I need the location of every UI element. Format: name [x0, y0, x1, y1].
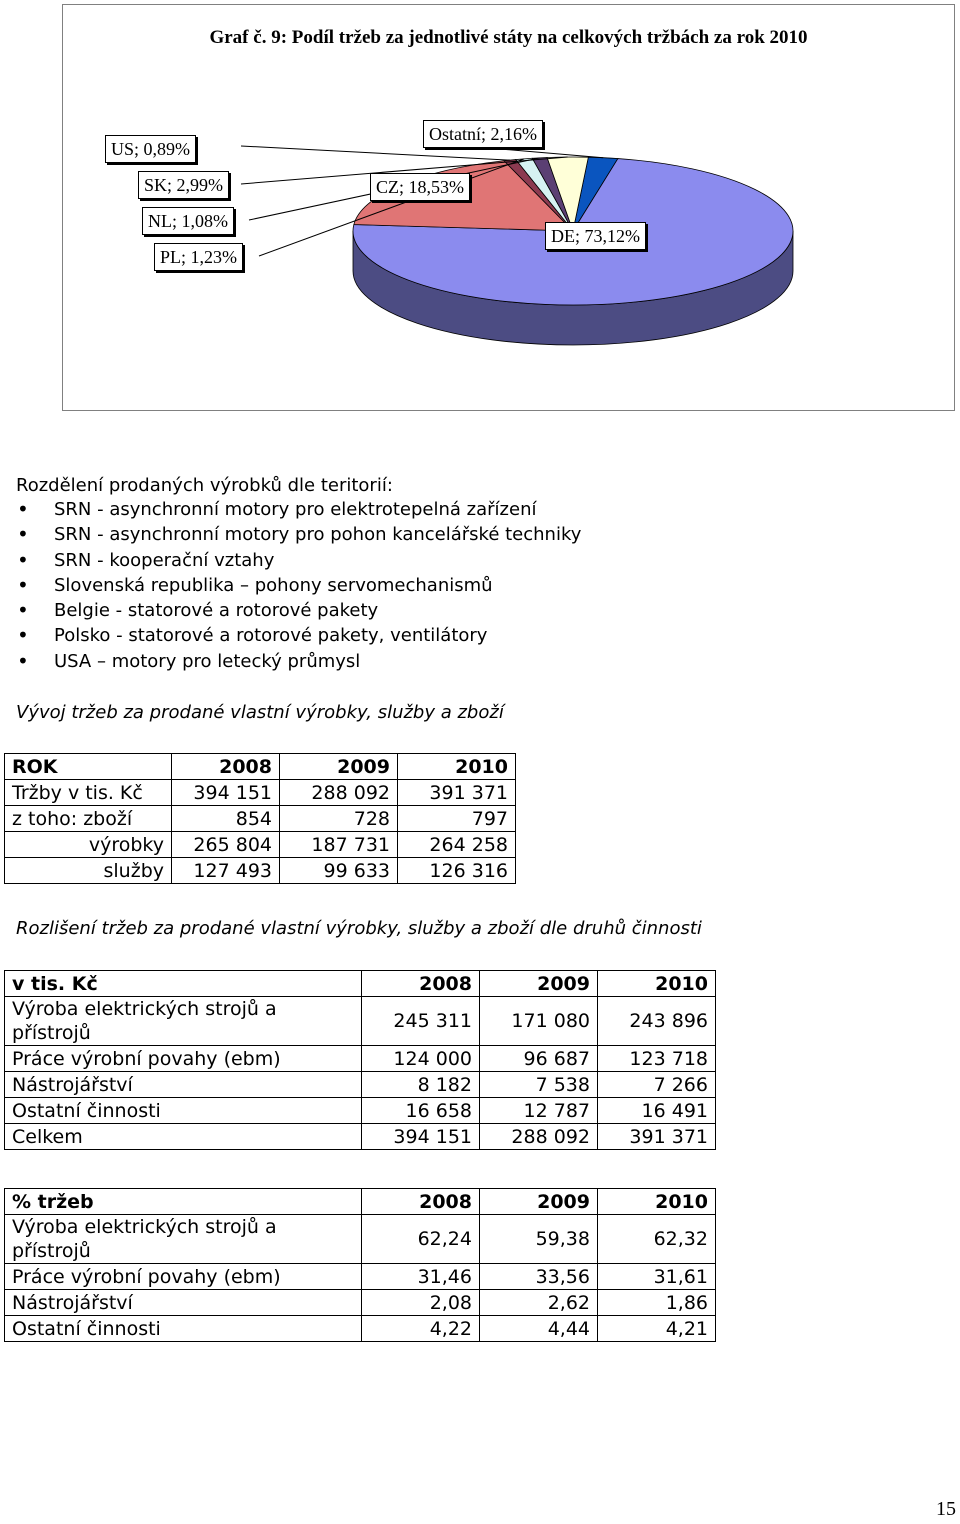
slice-label-nl: NL; 1,08%	[142, 207, 234, 235]
header-cell: 2008	[362, 1189, 480, 1215]
header-cell: v tis. Kč	[5, 971, 362, 997]
cell: 288 092	[280, 780, 398, 806]
row-label: Práce výrobní povahy (ebm)	[5, 1046, 362, 1072]
cell: 62,32	[598, 1215, 716, 1264]
cell: 7 266	[598, 1072, 716, 1098]
cell: 187 731	[280, 832, 398, 858]
table-row	[5, 1098, 716, 1124]
row-label: Ostatní činnosti	[5, 1098, 362, 1124]
cell: 2,62	[480, 1290, 598, 1316]
activity-table	[4, 970, 716, 1150]
table-header-row	[5, 754, 516, 780]
cell: 391 371	[598, 1124, 716, 1150]
header-cell: 2010	[398, 754, 516, 780]
row-label: Tržby v tis. Kč	[5, 780, 172, 806]
header-cell: 2009	[280, 754, 398, 780]
leader-line-us	[241, 146, 510, 160]
table-row	[5, 1046, 716, 1072]
chart-title: Graf č. 9: Podíl tržeb za jednotlivé státy na celkových tržbách za rok 2010	[209, 27, 808, 48]
row-label: Práce výrobní povahy (ebm)	[5, 1264, 362, 1290]
table-row	[5, 1072, 716, 1098]
slice-label-us: US; 0,89%	[105, 135, 196, 163]
slice-label-ostatni: Ostatní; 2,16%	[423, 120, 543, 148]
cell: 127 493	[172, 858, 280, 884]
header-cell: % tržeb	[5, 1189, 362, 1215]
table-row	[5, 1290, 716, 1316]
row-label: Nástrojářství	[5, 1290, 362, 1316]
cell: 4,22	[362, 1316, 480, 1342]
cell: 126 316	[398, 858, 516, 884]
table-row	[5, 1316, 716, 1342]
table-header-row	[5, 971, 716, 997]
header-cell: 2009	[480, 971, 598, 997]
table2-caption: Rozlišení tržeb za prodané vlastní výrobky, služby a zboží dle druhů činnosti	[16, 918, 702, 939]
header-cell: 2010	[598, 1189, 716, 1215]
slice-label-cz: CZ; 18,53%	[370, 173, 470, 201]
table-row	[5, 780, 516, 806]
header-cell: 2008	[362, 971, 480, 997]
cell: 12 787	[480, 1098, 598, 1124]
list-item: • SRN - kooperační vztahy	[16, 548, 581, 573]
table-row	[5, 832, 516, 858]
header-cell: ROK	[5, 754, 172, 780]
cell: 394 151	[362, 1124, 480, 1150]
cell: 243 896	[598, 997, 716, 1046]
cell: 854	[172, 806, 280, 832]
table-row	[5, 1124, 716, 1150]
cell: 124 000	[362, 1046, 480, 1072]
list-item: • SRN - asynchronní motory pro pohon kancelářské techniky	[16, 522, 581, 547]
cell: 33,56	[480, 1264, 598, 1290]
cell: 728	[280, 806, 398, 832]
cell: 62,24	[362, 1215, 480, 1264]
table-row	[5, 858, 516, 884]
header-cell: 2009	[480, 1189, 598, 1215]
cell: 797	[398, 806, 516, 832]
slice-label-pl: PL; 1,23%	[154, 243, 243, 271]
row-label: Celkem	[5, 1124, 362, 1150]
leader-line-ostatní	[488, 148, 603, 158]
cell: 4,21	[598, 1316, 716, 1342]
cell: 391 371	[398, 780, 516, 806]
slice-label-sk: SK; 2,99%	[138, 171, 229, 199]
row-label: Nástrojářství	[5, 1072, 362, 1098]
cell: 31,61	[598, 1264, 716, 1290]
cell: 99 633	[280, 858, 398, 884]
header-cell: 2010	[598, 971, 716, 997]
territories-heading: Rozdělení prodaných výrobků dle teritorií:	[16, 475, 393, 496]
row-label: Výroba elektrických strojů a přístrojů	[5, 997, 362, 1046]
table-row	[5, 1264, 716, 1290]
row-label: Ostatní činnosti	[5, 1316, 362, 1342]
list-item: • USA – motory pro letecký průmysl	[16, 649, 581, 674]
slice-label-de: DE; 73,12%	[545, 222, 646, 250]
percent-table	[4, 1188, 716, 1342]
cell: 264 258	[398, 832, 516, 858]
list-item: • Polsko - statorové a rotorové pakety, ventilátory	[16, 623, 581, 648]
header-cell: 2008	[172, 754, 280, 780]
table-row	[5, 997, 716, 1046]
row-label: služby	[5, 858, 172, 884]
cell: 245 311	[362, 997, 480, 1046]
cell: 8 182	[362, 1072, 480, 1098]
pie-chart-frame	[62, 4, 955, 411]
cell: 16 491	[598, 1098, 716, 1124]
territories-list	[16, 497, 581, 674]
table-row	[5, 806, 516, 832]
list-item: • Slovenská republika – pohony servomechanismů	[16, 573, 581, 598]
row-label: výrobky	[5, 832, 172, 858]
cell: 2,08	[362, 1290, 480, 1316]
row-label: z toho: zboží	[5, 806, 172, 832]
page-number: 15	[936, 1498, 956, 1520]
cell: 16 658	[362, 1098, 480, 1124]
table-header-row	[5, 1189, 716, 1215]
table1-caption: Vývoj tržeb za prodané vlastní výrobky, služby a zboží	[16, 702, 504, 723]
cell: 288 092	[480, 1124, 598, 1150]
cell: 4,44	[480, 1316, 598, 1342]
row-label: Výroba elektrických strojů a přístrojů	[5, 1215, 362, 1264]
cell: 1,86	[598, 1290, 716, 1316]
cell: 31,46	[362, 1264, 480, 1290]
sales-table	[4, 753, 516, 884]
cell: 394 151	[172, 780, 280, 806]
cell: 96 687	[480, 1046, 598, 1072]
list-item: • SRN - asynchronní motory pro elektrotepelná zařízení	[16, 497, 581, 522]
list-item: • Belgie - statorové a rotorové pakety	[16, 598, 581, 623]
table-row	[5, 1215, 716, 1264]
cell: 265 804	[172, 832, 280, 858]
cell: 123 718	[598, 1046, 716, 1072]
cell: 7 538	[480, 1072, 598, 1098]
cell: 59,38	[480, 1215, 598, 1264]
cell: 171 080	[480, 997, 598, 1046]
